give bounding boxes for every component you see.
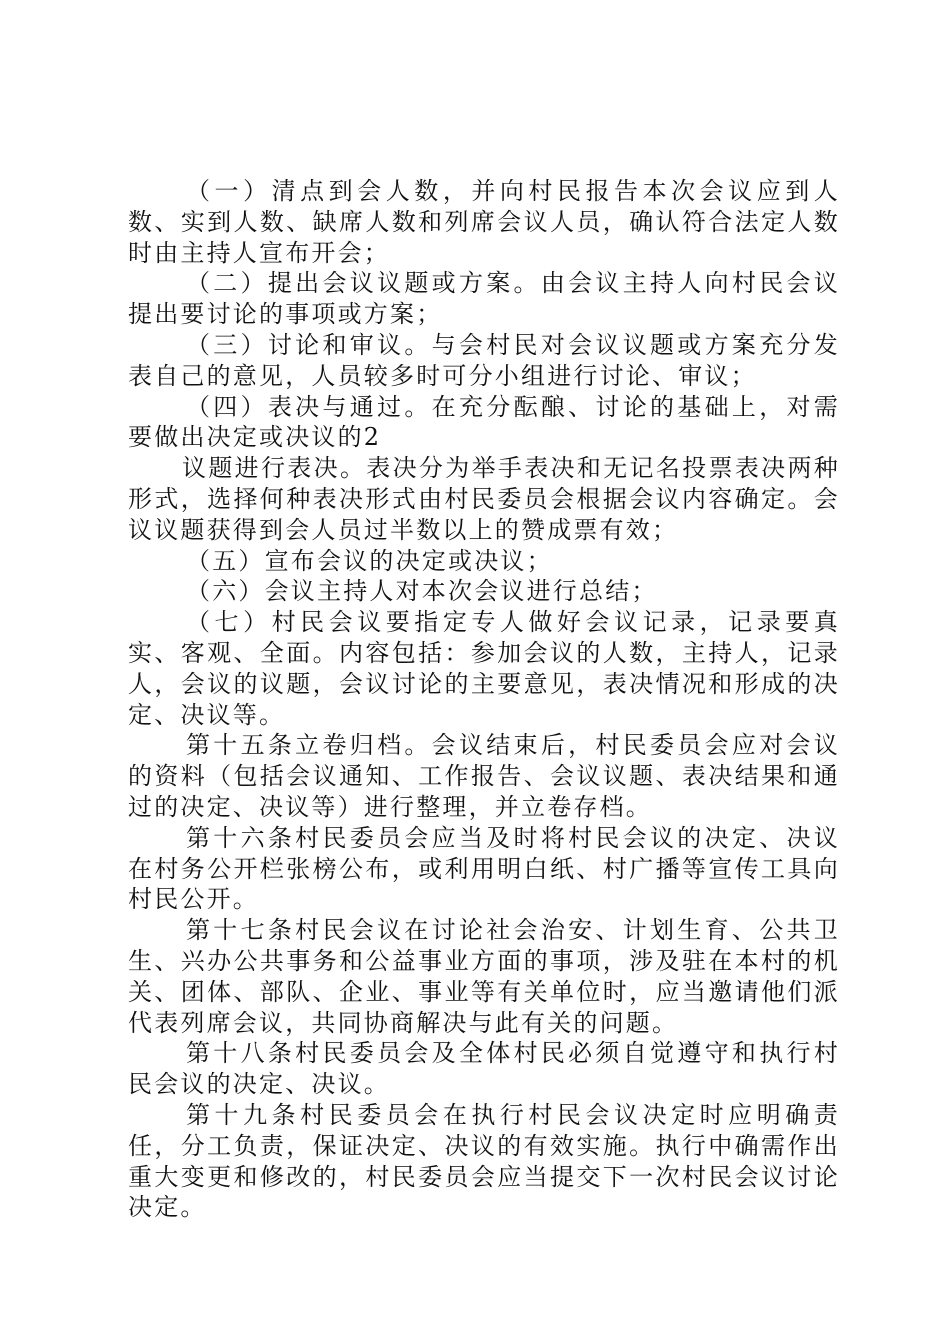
document-body <box>128 176 840 1223</box>
paragraph-item-5: （五）宣布会议的决定或决议； <box>186 546 553 575</box>
article-16-paragraph: 第十六条村民委员会应当及时将村民会议的决定、决议在村务公开栏张榜公布，或利用明白纸、村广播等宣传工具向村民公开。 <box>128 823 840 914</box>
article-19-paragraph: 第十九条村民委员会在执行村民会议决定时应明确责任，分工负责，保证决定、决议的有效实施。执行中确需作出重大变更和修改的，村民委员会应当提交下一次村民会议讨论决定。 <box>128 1100 840 1222</box>
paragraph-item-1: （一）清点到会人数，并向村民报告本次会议应到人数、实到人数、缺席人数和列席会议人员，确认符合法定人数时由主持人宣布开会； <box>128 177 840 267</box>
paragraph-item-3: （三）讨论和审议。与会村民对会议议题或方案充分发表自己的意见，人员较多时可分小组进行讨论、审议； <box>128 330 840 390</box>
article-18-paragraph: 第十八条村民委员会及全体村民必须自觉遵守和执行村民会议的决定、决议。 <box>128 1039 840 1099</box>
paragraph-item-4: （四）表决与通过。在充分酝酿、讨论的基础上，对需要做出决定或决议的2 <box>128 392 840 452</box>
article-17-paragraph: 第十七条村民会议在讨论社会治安、计划生育、公共卫生、兴办公共事务和公益事业方面的事项，涉及驻在本村的机关、团体、部队、企业、事业等有关单位时，应当邀请他们派代表列席会议，共同协商解决与此有关的问题。 <box>128 916 840 1037</box>
paragraph-item-2: （二）提出会议议题或方案。由会议主持人向村民会议提出要讨论的事项或方案； <box>128 269 840 329</box>
article-15-paragraph: 第十五条立卷归档。会议结束后，村民委员会应对会议的资料（包括会议通知、工作报告、会议议题、表决结果和通过的决定、决议等）进行整理，并立卷存档。 <box>128 731 840 821</box>
paragraph-continuation: 议题进行表决。表决分为举手表决和无记名投票表决两种形式，选择何种表决形式由村民委员会根据会议内容确定。会议议题获得到会人员过半数以上的赞成票有效； <box>128 454 840 544</box>
paragraph-item-7: （七）村民会议要指定专人做好会议记录，记录要真实、客观、全面。内容包括：参加会议的人数，主持人，记录人，会议的议题，会议讨论的主要意见，表决情况和形成的决定、决议等。 <box>128 608 840 729</box>
paragraph-item-6: （六）会议主持人对本次会议进行总结； <box>186 577 658 606</box>
